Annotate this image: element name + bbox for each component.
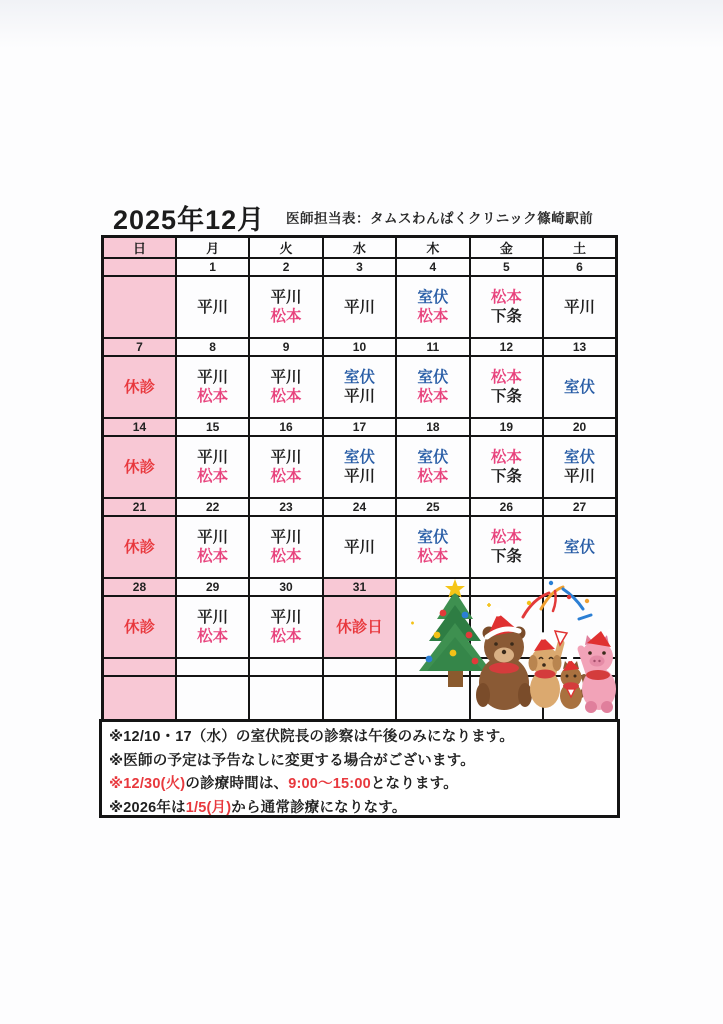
staff-name: 室伏 xyxy=(564,378,596,396)
staff-cell xyxy=(249,596,322,658)
staff-name: 松本 xyxy=(417,308,449,325)
staff-name: 下条 xyxy=(490,388,522,405)
staff-cell xyxy=(249,356,322,418)
weekday-header: 金 xyxy=(470,237,543,259)
staff-name: 平川 xyxy=(197,449,229,466)
staff-cell xyxy=(103,516,176,578)
date-row xyxy=(103,258,617,276)
christmas-illustration xyxy=(403,577,618,715)
note-line xyxy=(109,773,610,797)
staff-cell xyxy=(543,276,616,338)
staff-cell xyxy=(323,436,396,498)
note-segment: から通常診療になりなす。 xyxy=(231,799,407,816)
date-cell xyxy=(103,658,176,676)
staff-cell xyxy=(249,276,322,338)
staff-name: 平川 xyxy=(270,609,302,626)
staff-cell xyxy=(470,516,543,578)
staff-cell xyxy=(396,436,469,498)
staff-name: 平川 xyxy=(270,529,302,546)
staff-name: 松本 xyxy=(417,548,449,565)
staff-name: 平川 xyxy=(197,369,229,386)
staff-name: 松本 xyxy=(490,289,522,306)
staff-cell xyxy=(103,356,176,418)
staff-name: 平川 xyxy=(564,468,596,485)
staff-name: 平川 xyxy=(197,298,229,316)
note-segment: ※12/30(火) xyxy=(109,776,186,792)
date-cell: 6 xyxy=(543,258,616,276)
scan-artifact xyxy=(0,0,723,60)
staff-name: 松本 xyxy=(417,388,449,405)
staff-cell xyxy=(323,356,396,418)
date-cell: 14 xyxy=(103,418,176,436)
weekday-header: 月 xyxy=(176,237,249,259)
note-segment: 9:00～15:00 xyxy=(288,776,371,792)
staff-row xyxy=(103,276,617,338)
staff-name: 平川 xyxy=(270,289,302,306)
staff-name: 松本 xyxy=(197,548,229,565)
staff-name: 室伏 xyxy=(417,369,449,386)
date-cell: 2 xyxy=(249,258,322,276)
staff-name: 室伏 xyxy=(417,289,449,306)
staff-cell xyxy=(176,436,249,498)
staff-row xyxy=(103,356,617,418)
date-cell: 3 xyxy=(323,258,396,276)
date-row xyxy=(103,418,617,436)
note-segment: ※医師の予定は予告なしに変更する場合がございます。 xyxy=(109,752,475,769)
weekday-header: 火 xyxy=(249,237,322,259)
staff-name: 松本 xyxy=(490,529,522,546)
staff-cell xyxy=(249,436,322,498)
page-title: 2025年12月 xyxy=(113,205,266,235)
staff-cell xyxy=(396,516,469,578)
date-cell: 18 xyxy=(396,418,469,436)
staff-name: 平川 xyxy=(343,538,375,556)
staff-name: 室伏 xyxy=(343,449,375,466)
note-line xyxy=(109,750,610,774)
staff-cell xyxy=(396,356,469,418)
staff-name: 松本 xyxy=(270,628,302,645)
staff-cell xyxy=(103,276,176,338)
staff-name: 下条 xyxy=(490,468,522,485)
weekday-header: 木 xyxy=(396,237,469,259)
staff-name: 平川 xyxy=(270,369,302,386)
staff-name: 下条 xyxy=(490,548,522,565)
date-cell xyxy=(103,258,176,276)
staff-cell xyxy=(249,516,322,578)
staff-row xyxy=(103,436,617,498)
weekday-header: 土 xyxy=(543,237,616,259)
date-cell: 4 xyxy=(396,258,469,276)
staff-name: 休診 xyxy=(123,538,155,556)
staff-name: 平川 xyxy=(343,388,375,405)
staff-name: 松本 xyxy=(270,388,302,405)
date-cell: 23 xyxy=(249,498,322,516)
note-segment: の診療時間は、 xyxy=(185,776,289,792)
weekday-header: 日 xyxy=(103,237,176,259)
staff-name: 休診 xyxy=(123,378,155,396)
date-cell: 11 xyxy=(396,338,469,356)
staff-name: 休診 xyxy=(123,618,155,636)
page-subtitle: 医師担当表：タムスわんぱくクリニック篠崎駅前 xyxy=(286,211,594,226)
staff-name: 室伏 xyxy=(417,449,449,466)
staff-cell xyxy=(470,356,543,418)
staff-cell xyxy=(103,436,176,498)
staff-name: 松本 xyxy=(197,468,229,485)
note-line xyxy=(109,726,610,750)
staff-name: 下条 xyxy=(490,308,522,325)
staff-name: 休診日 xyxy=(336,618,383,636)
date-cell: 15 xyxy=(176,418,249,436)
staff-cell xyxy=(176,596,249,658)
staff-name: 平川 xyxy=(197,609,229,626)
staff-name: 松本 xyxy=(197,628,229,645)
staff-name: 松本 xyxy=(490,449,522,466)
staff-name: 室伏 xyxy=(564,449,596,466)
date-cell: 12 xyxy=(470,338,543,356)
date-cell: 27 xyxy=(543,498,616,516)
note-segment: 1/5(月) xyxy=(185,799,232,816)
date-cell: 16 xyxy=(249,418,322,436)
staff-cell xyxy=(396,276,469,338)
staff-name: 松本 xyxy=(270,548,302,565)
date-cell: 31 xyxy=(323,578,396,596)
note-segment: ※12/10・17（水）の室伏院長の診察は午後のみになります。 xyxy=(109,729,515,745)
staff-name: 室伏 xyxy=(343,369,375,386)
date-cell: 19 xyxy=(470,418,543,436)
staff-cell xyxy=(470,436,543,498)
staff-cell xyxy=(176,356,249,418)
date-cell: 13 xyxy=(543,338,616,356)
staff-name: 室伏 xyxy=(564,538,596,556)
bear-icon xyxy=(476,608,532,711)
note-segment: ※2026年は xyxy=(109,799,186,816)
staff-cell xyxy=(323,276,396,338)
date-cell: 22 xyxy=(176,498,249,516)
staff-cell xyxy=(543,356,616,418)
staff-name: 平川 xyxy=(343,468,375,485)
date-cell: 20 xyxy=(543,418,616,436)
note-line xyxy=(109,797,610,821)
notes-box xyxy=(99,719,620,818)
date-cell: 17 xyxy=(323,418,396,436)
christmas-tree-icon xyxy=(411,579,491,687)
staff-cell xyxy=(323,516,396,578)
date-cell: 28 xyxy=(103,578,176,596)
date-row xyxy=(103,338,617,356)
staff-cell xyxy=(543,436,616,498)
date-cell: 5 xyxy=(470,258,543,276)
weekday-header: 水 xyxy=(323,237,396,259)
date-cell: 10 xyxy=(323,338,396,356)
staff-row xyxy=(103,516,617,578)
date-cell xyxy=(249,658,322,676)
staff-name: 平川 xyxy=(343,298,375,316)
date-cell: 8 xyxy=(176,338,249,356)
date-cell: 21 xyxy=(103,498,176,516)
date-cell: 9 xyxy=(249,338,322,356)
staff-name: 平川 xyxy=(270,449,302,466)
staff-cell xyxy=(176,516,249,578)
staff-name: 平川 xyxy=(197,529,229,546)
date-cell: 29 xyxy=(176,578,249,596)
pig-icon xyxy=(581,629,616,713)
staff-name: 室伏 xyxy=(417,529,449,546)
weekday-header-row xyxy=(103,237,617,259)
staff-cell xyxy=(323,596,396,658)
staff-name: 松本 xyxy=(270,468,302,485)
staff-name: 松本 xyxy=(490,369,522,386)
date-cell xyxy=(176,658,249,676)
date-cell: 30 xyxy=(249,578,322,596)
staff-name: 松本 xyxy=(197,388,229,405)
date-cell: 26 xyxy=(470,498,543,516)
date-cell xyxy=(323,658,396,676)
staff-cell xyxy=(103,596,176,658)
fireworks-icon xyxy=(523,581,591,619)
staff-name: 平川 xyxy=(564,298,596,316)
staff-cell xyxy=(176,276,249,338)
date-row xyxy=(103,498,617,516)
date-cell: 1 xyxy=(176,258,249,276)
staff-cell xyxy=(543,516,616,578)
date-cell: 25 xyxy=(396,498,469,516)
note-segment: となります。 xyxy=(370,776,458,792)
staff-name: 松本 xyxy=(417,468,449,485)
staff-name: 松本 xyxy=(270,308,302,325)
date-cell: 24 xyxy=(323,498,396,516)
date-cell: 7 xyxy=(103,338,176,356)
staff-name: 休診 xyxy=(123,458,155,476)
staff-cell xyxy=(470,276,543,338)
